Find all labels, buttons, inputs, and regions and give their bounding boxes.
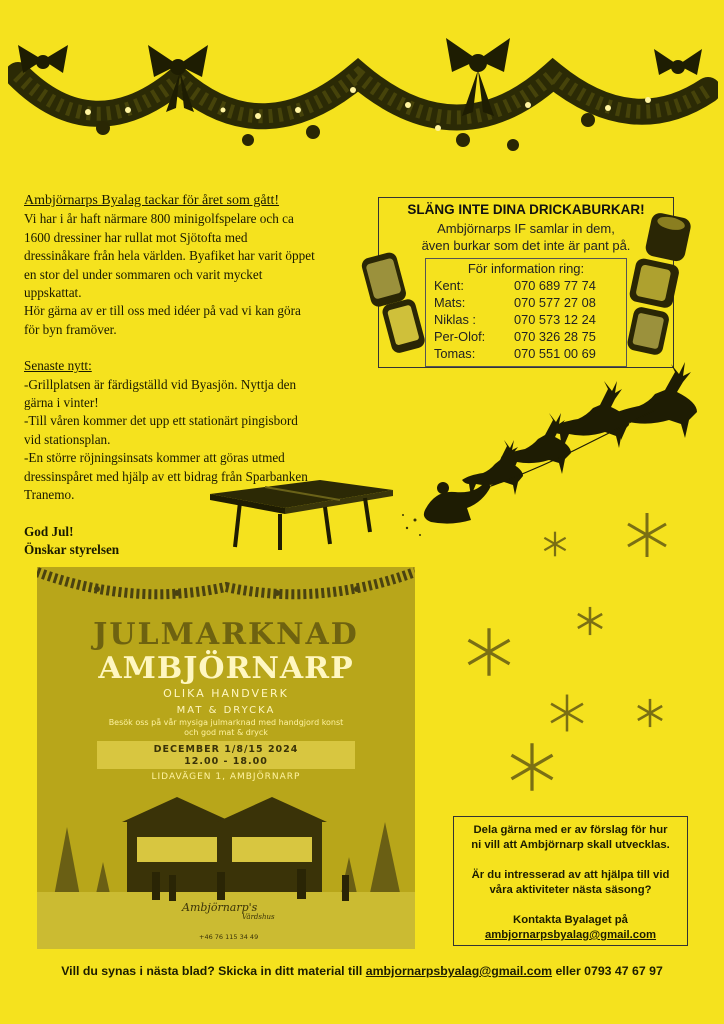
volunteer-paragraph: [454, 868, 687, 898]
contact-phone: 070 326 28 75: [514, 329, 596, 344]
contact-phone: 070 577 27 08: [514, 295, 596, 310]
contact-name: Mats:: [434, 295, 466, 310]
poster-logo: Ambjörnarp's: [182, 901, 258, 914]
contact-name: Kent:: [434, 278, 464, 293]
intro-line: Hör gärna av er till oss med idéer på vad vi kan göra: [24, 303, 301, 319]
can-sub-line: även burkar som det inte är pant på.: [421, 238, 631, 253]
poster-phone: +46 76 115 34 49: [199, 933, 259, 941]
news-line: -Till våren kommer det upp ett stationärt pingisbord: [24, 413, 298, 429]
poster-title: JULMARKNAD: [93, 617, 359, 652]
can-sub-line: Ambjörnarps IF samlar in dem,: [437, 221, 615, 236]
contact-name: Per-Olof:: [434, 329, 486, 344]
poster-desc-line: och god mat & dryck: [184, 728, 268, 737]
footer-text: [0, 964, 724, 978]
contact-paragraph: [454, 913, 687, 943]
poster-foliage-border: [37, 567, 415, 612]
intro-line: en stor del under sommaren och varit mycket: [24, 266, 263, 282]
contact-line: Kontakta Byalaget på: [513, 914, 628, 926]
poster-place: AMBJÖRNARP: [98, 651, 354, 686]
poster-line: MAT & DRYCKA: [176, 705, 276, 716]
suggestions-paragraph: [454, 823, 687, 853]
suggestions-line: Dela gärna med er av förslag för hur: [473, 824, 668, 836]
news-line: dressinspåret med hjälp av ett bidrag från Sparbanken: [24, 468, 308, 484]
contact-phone: 070 573 12 24: [514, 312, 596, 327]
intro-line: Vi har i år haft närmare 800 minigolfspelare och ca: [24, 211, 294, 227]
snowflake-icon: [622, 510, 672, 560]
volunteer-line: Är du intresserad av att hjälpa till vid: [471, 869, 670, 881]
poster-desc-line: Besök oss på vår mysiga julmarknad med handgjord konst: [108, 718, 344, 727]
intro-line: för byn framöver.: [24, 321, 117, 337]
news-line: vid stationsplan.: [24, 431, 111, 447]
news-heading: Senaste nytt:: [24, 358, 92, 374]
intro-line: uppskattat.: [24, 285, 82, 301]
poster-time: 12.00 - 18.00: [184, 756, 268, 767]
contact-name: Niklas :: [434, 312, 476, 327]
snowflake-icon: [574, 605, 606, 637]
crushed-can-right-illustration: [618, 210, 698, 360]
contact-phone: 070 689 77 74: [514, 278, 596, 293]
ping-pong-table-illustration: [205, 472, 395, 552]
snowflake-icon: [462, 625, 516, 679]
poster-dates: DECEMBER 1/8/15 2024: [153, 744, 299, 755]
footer-email-link[interactable]: ambjornarpsbyalag@gmail.com: [365, 964, 553, 978]
crushed-can-left-illustration: [358, 245, 428, 360]
footer-message: Vill du synas i nästa blad? Skicka in ditt material till: [61, 964, 363, 978]
footer-phone: eller 0793 47 67 97: [555, 964, 663, 978]
news-line: Tranemo.: [24, 487, 75, 503]
snowflake-icon: [634, 697, 666, 729]
poster-logo-subtitle: Värdshus: [242, 913, 275, 921]
news-line: gärna i vinter!: [24, 395, 99, 411]
christmas-market-poster: [37, 567, 415, 949]
signature: Önskar styrelsen: [24, 541, 120, 557]
contact-email-link[interactable]: ambjornarpsbyalag@gmail.com: [484, 929, 657, 941]
snowflake-icon: [541, 530, 569, 558]
poster-description: [37, 718, 415, 738]
intro-line: 1600 dressiner har rullat mot Sjötofta med: [24, 229, 248, 245]
contact-info-box: [425, 258, 627, 367]
contact-name: Tomas:: [434, 346, 476, 361]
news-line: -En större röjningsinsats kommer att göras utmed: [24, 450, 285, 466]
snowflake-icon: [546, 692, 588, 734]
greeting: God Jul!: [24, 523, 74, 539]
suggestions-line: ni vill att Ambjörnarp skall utvecklas.: [471, 839, 670, 851]
poster-line: OLIKA HANDVERK: [163, 687, 289, 700]
intro-title: Ambjörnarps Byalag tackar för året som gått!: [24, 193, 280, 208]
christmas-garland-illustration: [8, 20, 718, 190]
suggestions-box: [453, 816, 688, 946]
intro-line: dressinåkare från hela världen. Byafiket har varit öppet: [24, 248, 315, 264]
contact-info-heading: För information ring:: [467, 261, 585, 276]
market-stalls-illustration: [37, 767, 415, 949]
news-line: -Grillplatsen är färdigställd vid Byasjön. Nyttja den: [24, 376, 297, 392]
snowflake-icon: [505, 740, 559, 794]
can-collection-title: SLÄNG INTE DINA DRICKABURKAR!: [407, 202, 645, 217]
volunteer-line: våra aktiviteter nästa säsong?: [489, 884, 652, 896]
contact-phone: 070 551 00 69: [514, 346, 596, 361]
poster-address: LIDAVÄGEN 1, AMBJÖRNARP: [151, 772, 301, 782]
